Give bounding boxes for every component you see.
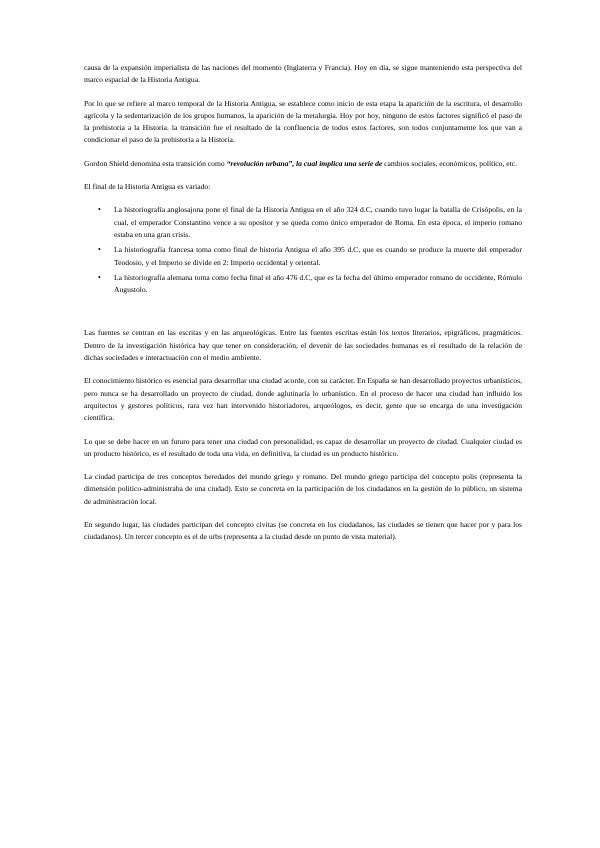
paragraph-3 xyxy=(84,158,522,170)
document-body xyxy=(84,62,522,544)
paragraph-7: Lo que se debe hacer en un futuro para tener una ciudad con personalidad, es capaz de desarrollar un proyecto de ciudad. Cualquier ciudad es un producto histórico, es el resultado de toda una vida, en definitiva, la ciudad es un producto histórico. xyxy=(84,436,522,458)
list-item: • La historiografía anglosajona pone el final de la Historia Antigua en el año 324 d.C, cuando tuvo lugar la batalla de Crisópolis, en la cual, el emperador Constantino vence a su opositor y se queda como único emperador de Roma. En esta época, el imperio romano estaba en una gran crisis. xyxy=(84,204,522,241)
paragraph-6: El conocimiento histórico es esencial para desarrollar una ciudad acorde, con su carácter. En España se han desarrollado proyectos urbanísticos, pero nunca se ha desarrollado un proyecto de ciudad, donde aglutinaría lo urbanístico. En el proceso de hacer una ciudad han influido los arquitectos y gestores políticos, rara vez han intervenido historiadores, arqueólogos, es decir, gente que se encarga de una investigación científica. xyxy=(84,376,522,423)
paragraph-5: Las fuentes se centran en las escritas y en las arqueológicas. Entre las fuentes escritas están los textos literarios, epigráficos, pragmáticos. Dentro de la investigación histórica hay que tener en consideración, el devenir de las sociedades humanas es el resultado de la relación de dichas sociedades e interactuación con el medio ambiente. xyxy=(84,328,522,363)
paragraph-1: causa de la expansión imperialista de las naciones del momento (Inglaterra y Francia). Hoy en día, se sigue manteniendo esta perspectiva del marco espacial de la Historia Antigua. xyxy=(84,63,522,85)
historiography-list xyxy=(84,204,522,296)
paragraph-3-suffix: cambios sociales, económicos, político, etc. xyxy=(382,158,518,168)
paragraph-2: Por lo que se refiere al marco temporal de la Historia Antigua, se establece como inicio de esta etapa la aparición de la escritura, el desarrollo agrícola y la sedentarización de los grupos humanos, la aparición de la metalurgia. Hoy por hoy, ninguno de estos factores significó el paso de la prehistoria a la Historia. la transición fue el resultado de la confluencia de todos estos factores, son todos conjuntamente los que van a condicionar el paso de la prehistoria a la Historia. xyxy=(84,98,522,145)
paragraph-9: En segundo lugar, las ciudades participan del concepto civitas (se concreta en los ciudadanos, las ciudades se tienen que hacer por y para los ciudadanos). Un tercer concepto es el de urbs (representa a la ciudad desde un punto de vista material). xyxy=(84,520,522,542)
list-item: • La historiografía alemana toma como fecha final el año 476 d.C, que es la fecha del último emperador romano de occidente, Rómulo Augustolo. xyxy=(84,272,522,297)
paragraph-3-prefix: Gordon Shield denomina esta transición como xyxy=(84,158,227,168)
paragraph-4: El final de la Historia Antigua es variado: xyxy=(84,182,211,192)
section-spacer xyxy=(84,307,522,327)
paragraph-3-emphasis: “revolución urbana”, la cual implica una serie de xyxy=(226,158,383,168)
paragraph-8: La ciudad participa de tres conceptos heredados del mundo griego y romano. Del mundo griego participa del concepto polis (representa la dimensión político-administraba de una ciudad). Esto se concreta en la participación de los ciudadanos en la gestión de lo público, un sistema de administración local. xyxy=(84,472,522,506)
list-item: • La historiografía francesa toma como final de historia Antigua el año 395 d.C, que es cuando se produce la muerte del emperador Teodosio, y el Imperio se divide en 2: Imperio occidental y oriental. xyxy=(84,244,522,269)
